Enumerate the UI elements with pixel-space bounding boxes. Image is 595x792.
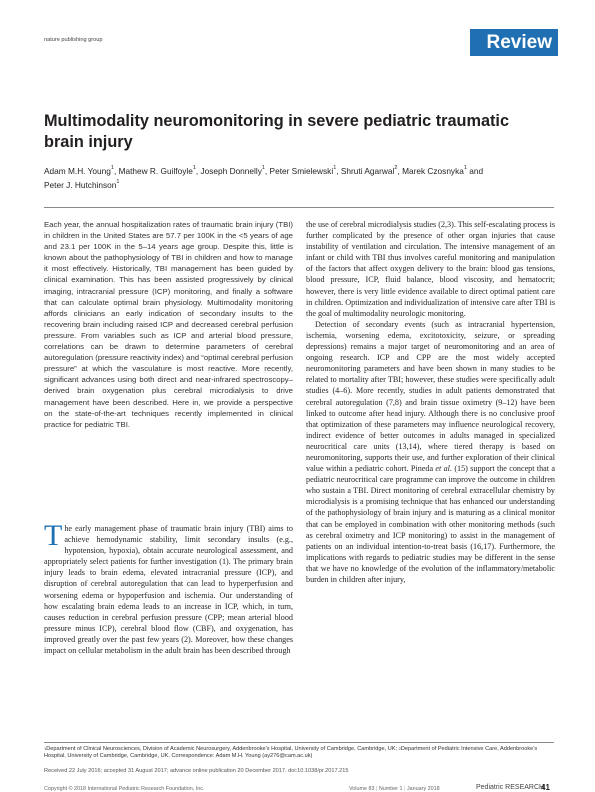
- author-name: Marek Czosnyka: [402, 166, 464, 176]
- affiliation-number: 1: [44, 746, 47, 751]
- section-tab: Review: [470, 29, 558, 56]
- author-affiliation: 2: [394, 165, 398, 171]
- affiliations-footnote: [44, 746, 556, 761]
- paragraph-text: he early management phase of traumatic brain injury (TBI) aims to achieve hemodynamic stability, limit secondary insults (e.g., hypotension, hypoxia), obtain accurate neurological assessment, and appropriately select patients for further investigation (1). The primary brain injury leads to brain edema, elevated intracranial pressure (ICP), and disruption of cerebral autoregulation that can lead to hyperperfusion and worsening edema or hypoperfusion and ischemia. Our understanding of how escalating brain edema leads to an increase in ICP, which, in turn, causes reduction in cerebral perfusion pressure (CPP; mean arterial blood pressure minus ICP), cerebral blood flow (CBF), and oxygenation, has improved greatly over the past few years (2). Moreover, how these changes impact on cellular metabolism in the adult brain has been described through: [44, 524, 293, 656]
- affiliation-text: Department of Clinical Neurosciences, Division of Academic Neurosurgery, Addenbrooke’s Hospital, University of Cambridge, Cambridge, UK;: [46, 746, 399, 752]
- author-name: Shruti Agarwal: [340, 166, 395, 176]
- author-affiliation: 1: [192, 165, 196, 171]
- header-divider: [44, 207, 554, 208]
- affiliation-number: 2: [398, 746, 401, 751]
- body-paragraph: [44, 519, 293, 656]
- author-affiliation: 1: [116, 179, 120, 185]
- body-paragraph: [306, 319, 555, 585]
- received-dates: Received 22 July 2016; accepted 31 August 2017; advance online publication 20 December 2017. doi:10.1038/pr.2017.215: [44, 768, 349, 774]
- author-affiliation: 1: [261, 165, 265, 171]
- drop-cap: T: [44, 519, 63, 552]
- author-name: Joseph Donnelly: [200, 166, 262, 176]
- issue-date: January 2018: [406, 786, 440, 792]
- affiliation-text: Department of Pediatric Intensive Care, Addenbrooke’s Hospital, University of Cambridge, Cambridge, UK. Correspondence: Adam M.H. Young (ay276@cam.ac.uk): [44, 746, 538, 760]
- author-affiliation: 1: [110, 165, 114, 171]
- copyright-notice: Copyright © 2018 International Pediatric Research Foundation, Inc.: [44, 786, 205, 792]
- author-name: Peter J. Hutchinson: [44, 180, 117, 190]
- body-paragraph: the use of cerebral microdialysis studies (2,3). This self-escalating process is further complicated by the presence of other organ injuries that cause instability of ventilation and circulation. The intensive management of an infant or child with TBI thus involves careful monitoring and manipulation of the factors that affect oxygen delivery to the brain: blood gas tensions, blood pressure, ICP, fluid balance, blood viscosity, and hematocrit; however, there is very little evidence available to direct optimal patient care in children. Optimization and individualization of intensive care after TBI is the goal of multimodality neurologic monitoring.: [306, 220, 555, 318]
- issue-number: Number 1: [378, 786, 403, 792]
- paragraph-text: Detection of secondary events (such as intracranial hypertension, ischemia, worsening edema, excitotoxicity, seizure, or spreading depressions) remains a major target of neuromonitoring and an area of ongoing research. ICP and CPP are the most widely accepted neuromonitoring parameters and have been shown in many studies to be related to mortality after TBI; however, these studies were specifically adult studies (4–6). More recently, studies in adult patients demonstrated that cerebral autoregulation (7,8) and brain tissue oximetry (9–12) have been linked to outcome after head injury. Although there is no conclusive proof that optimization of these parameters may influence neurological recovery, indirect evidence of better outcomes in adults managed in specialized neurocritical care units (13,14), where tiered therapy is based on neuromonitoring, supports their use, and further exploration of their clinical value within a pediatric cohort. Pineda: [306, 319, 555, 474]
- article-title: Multimodality neuromonitoring in severe pediatric traumatic brain injury: [44, 112, 510, 151]
- author-affiliation: 1: [333, 165, 337, 171]
- issue-info: Volume 83 | Number 1 | January 2018: [349, 786, 440, 792]
- author-affiliation: 1: [463, 165, 467, 171]
- body-column-right: [306, 219, 555, 585]
- paragraph-text: (15) support the concept that a pediatric neurocritical care programme can improve the outcome in children who sustain a TBI. Direct monitoring of cerebral extracellular chemistry by microdialysis is a promising technique that has enhanced our understanding of the pathophysiology of brain injury and is maturing as a clinical monitor that can be employed in combination with other monitoring methods (such as cerebral oximetry and ICP monitoring) to assist in the management of patients on an individual intention-to-treat basis (16,17). Furthermore, the implications with regards to pediatric studies may be different in the sense that we have no knowledge of the evolution of the inflammatory/metabolic burden in children after injury,: [306, 464, 555, 584]
- italic-text: et al.: [435, 464, 452, 474]
- body-column-left: [44, 519, 293, 656]
- journal-name: Pediatric RESEARCH: [476, 784, 545, 791]
- publisher-label: nature publishing group: [44, 37, 103, 43]
- page-number: 41: [541, 783, 550, 792]
- author-list: Adam M.H. Young$^1$, Mathew R. Guilfoyle$^1$, Joseph Donnelly$^1$, Peter Smielewski$^1$, Shruti Agarwal$^2$, Marek Czosnyka$^1$ and Peter J. Hutchinson$^1$: [44, 165, 484, 190]
- volume: Volume 83: [349, 786, 375, 792]
- abstract: Each year, the annual hospitalization rates of traumatic brain injury (TBI) in children in the United States are 57.7 per 100K in the <5 years of age and 23.1 per 100K in the 5–14 years age group. Despite this, little is known about the pathophysiology of TBI in children and how to manage it most effectively. Historically, TBI management has been guided by clinical examination. This has been assisted progressively by clinical imaging, intracranial pressure (ICP) monitoring, and finally a software that can calculate optimal brain physiology. Multimodality monitoring affords clinicians an early indication of secondary insults to the recovering brain including raised ICP and decreased cerebral perfusion pressure. From variables such as ICP and arterial blood pressure, correlations can be drawn to determine parameters of cerebral autoregulation (pressure reactivity index) and “optimal cerebral perfusion pressure” at which the vasculature is most reactive. More recently, significant advances using both direct and near-infrared spectroscopy–derived brain oxygenation plus cerebral microdialysis to drive management have been described. Here in, we provide a perspective on the state-of-the-art techniques recently implemented in clinical practice for pediatric TBI.: [44, 220, 293, 429]
- author-name: Adam M.H. Young: [44, 166, 111, 176]
- author-name: Mathew R. Guilfoyle: [118, 166, 193, 176]
- footnote-divider: [44, 742, 554, 743]
- author-name: Peter Smielewski: [269, 166, 334, 176]
